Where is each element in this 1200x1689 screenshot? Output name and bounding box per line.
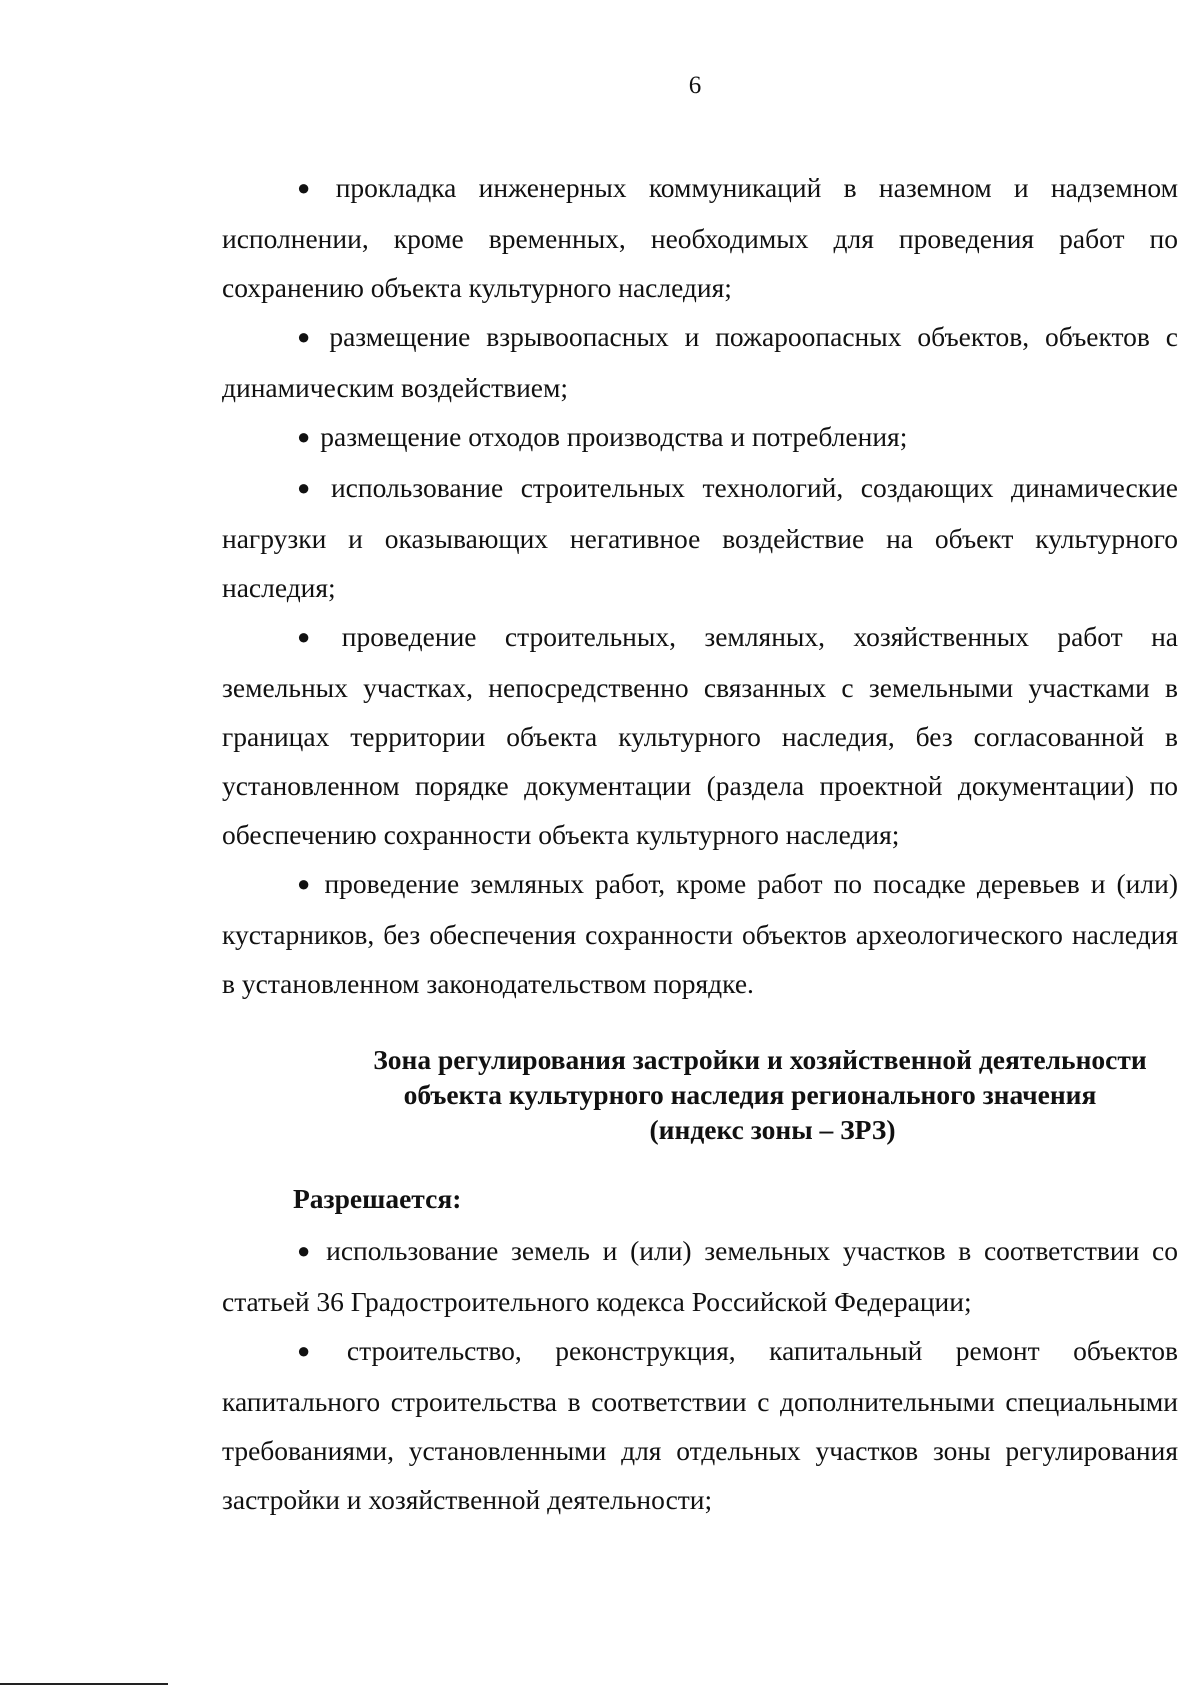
- prohibited-list: [222, 163, 1178, 1008]
- list-item: ● размещение взрывоопасных и пожароопасных объектов, объектов с динамическим воздействием;: [222, 312, 1178, 412]
- list-item: ● проведение земляных работ, кроме работ по посадке деревьев и (или) кустарников, без обеспечения сохранности объектов археологического наследия в установленном законодательством порядке.: [222, 859, 1178, 1008]
- list-item: ● использование строительных технологий, создающих динамические нагрузки и оказывающих негативное воздействие на объект культурного наследия;: [222, 463, 1178, 612]
- list-item: ● строительство, реконструкция, капитальный ремонт объектов капитального строительства в соответствии с дополнительными специальными требованиями, установленными для отдельных участков зоны регулирования застройки и хозяйственной деятельности;: [222, 1326, 1178, 1524]
- section-heading: [222, 1042, 1178, 1147]
- list-item: ● использование земель и (или) земельных участков в соответствии со статьей 36 Градостроительного кодекса Российской Федерации;: [222, 1226, 1178, 1326]
- footnote-divider: [0, 1683, 168, 1685]
- section-heading-line: Зона регулирования застройки и хозяйственной деятельности: [373, 1044, 1147, 1075]
- list-item: ● размещение отходов производства и потребления;: [222, 412, 1178, 463]
- allowed-label: Разрешается:: [293, 1183, 462, 1214]
- section-heading-line: объекта культурного наследия регионального значения: [403, 1079, 1097, 1110]
- list-item: ● проведение строительных, земляных, хозяйственных работ на земельных участках, непосредственно связанных с земельными участками в границах территории объекта культурного наследия, без согласованной в установленном порядке документации (раздела проектной документации) по обеспечению сохранности объекта культурного наследия;: [222, 612, 1178, 859]
- list-item: ● прокладка инженерных коммуникаций в наземном и надземном исполнении, кроме временных, необходимых для проведения работ по сохранению объекта культурного наследия;: [222, 163, 1178, 312]
- section-heading-line: (индекс зоны – ЗРЗ): [649, 1114, 896, 1145]
- allowed-list: [222, 1226, 1178, 1524]
- page-number: 6: [688, 72, 702, 99]
